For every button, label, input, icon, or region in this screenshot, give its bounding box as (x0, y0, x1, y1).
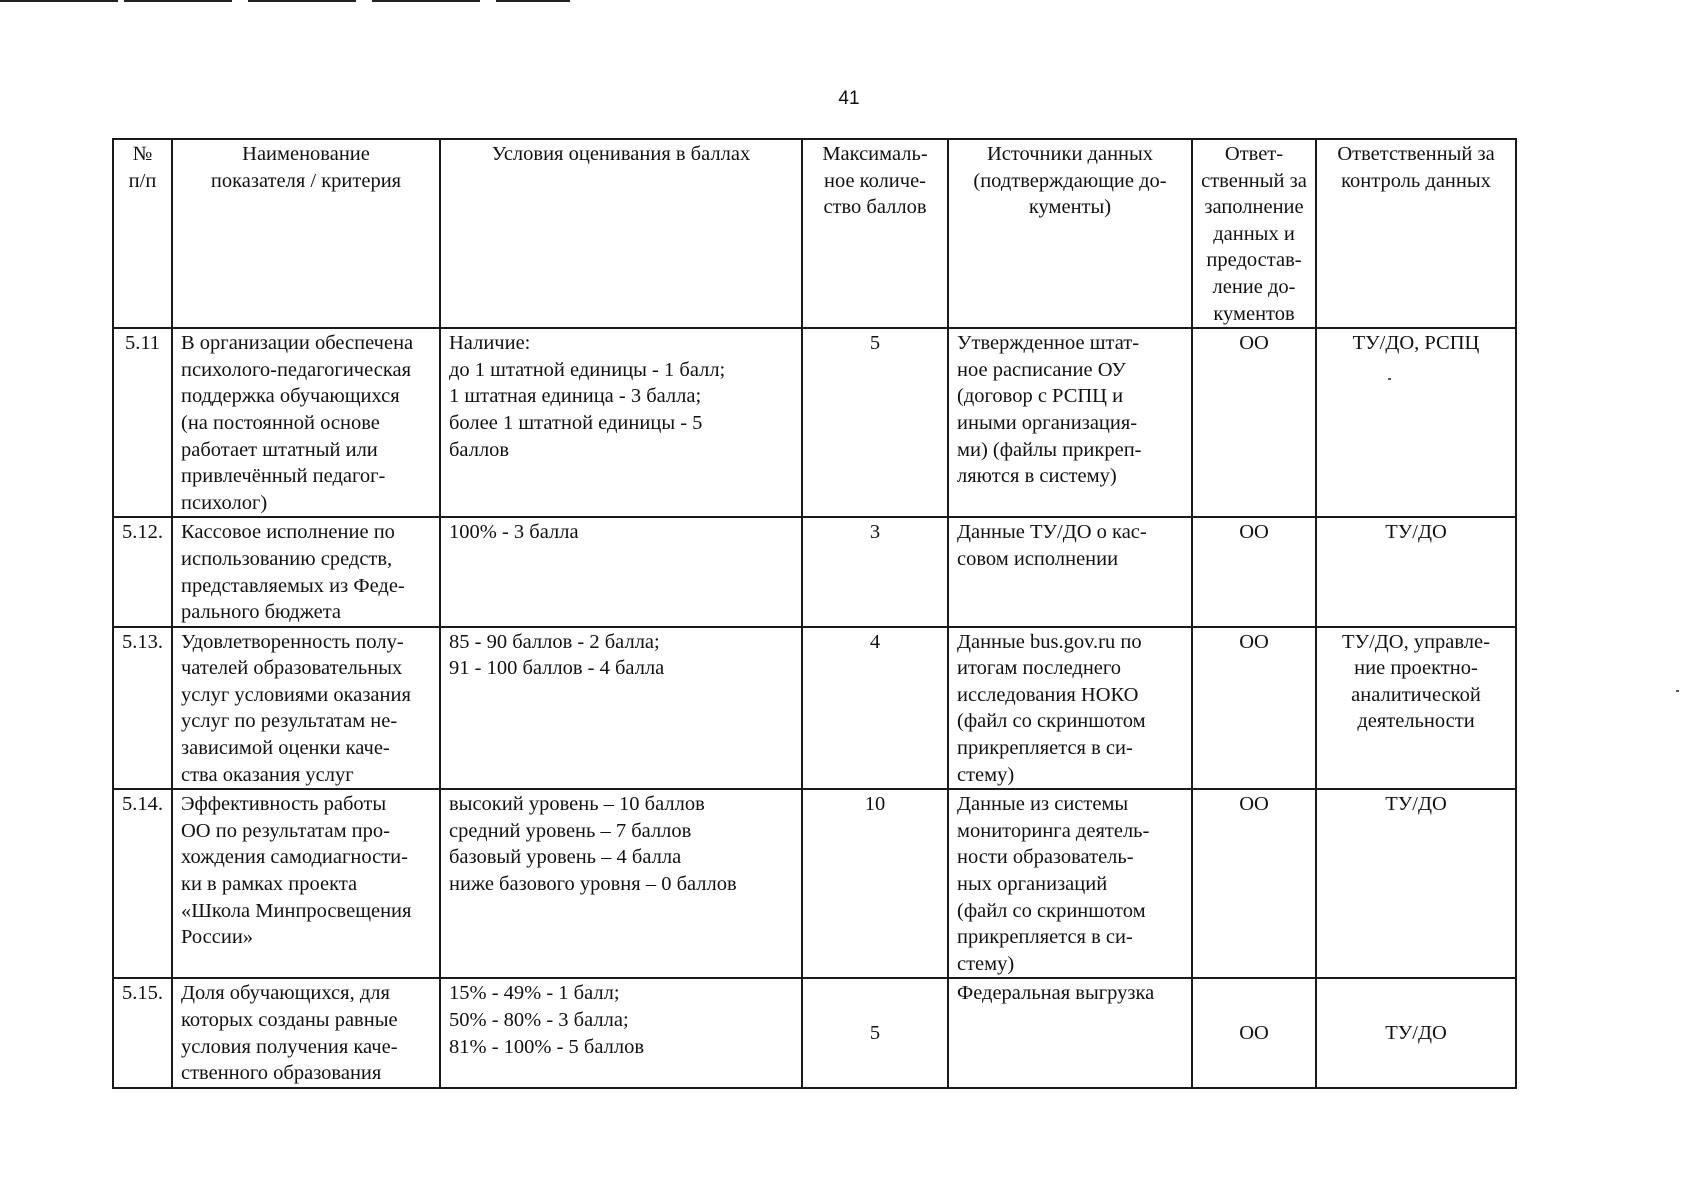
data-sources-cell (948, 789, 1192, 978)
criterion-name-cell (172, 627, 440, 790)
cell-text-line: представляемых из Феде- (181, 574, 405, 597)
cell-text: ОО (1239, 630, 1269, 653)
cell-text-line: совом исполнении (957, 547, 1119, 570)
cell-text-line: заполнение (1204, 196, 1304, 219)
cell-text-line: зависимой оценки каче- (181, 737, 390, 760)
cell-text-line: ниже базового уровня – 0 баллов (449, 873, 737, 896)
data-sources-cell (948, 627, 1192, 790)
cell-text-line: ОО по результатам про- (181, 819, 390, 842)
responsible-fill-cell (1192, 978, 1316, 1087)
cell-text-line: до 1 штатной единицы - 1 балл; (449, 358, 726, 381)
cell-text: 4 (869, 630, 881, 653)
row-number-cell (113, 328, 172, 517)
cell-text-line: прикрепляется в си- (957, 737, 1133, 760)
cell-text: 5.15. (122, 982, 163, 1005)
max-score-cell (802, 978, 948, 1087)
criteria-table-body (113, 139, 1516, 1088)
criterion-name-cell (172, 328, 440, 517)
table-row (113, 328, 1516, 517)
cell-text: ОО (1239, 1022, 1269, 1045)
cell-text-line: Наименование (242, 143, 370, 165)
cell-text-line: ТУ/ДО, управле- (1342, 630, 1490, 653)
criterion-name-cell (172, 978, 440, 1087)
cell-text-line: ми) (файлы прикреп- (957, 438, 1142, 461)
scoring-conditions-cell (440, 627, 802, 790)
cell-text-line: Кассовое исполнение по (181, 521, 395, 544)
cell-text-line: мониторинга деятель- (957, 819, 1150, 842)
top-scan-rule (0, 0, 118, 2)
cell-text-line: контроль данных (1341, 169, 1491, 192)
cell-text: 10 (864, 793, 886, 816)
responsible-control-cell (1316, 517, 1516, 626)
cell-text: ОО (1239, 521, 1269, 544)
cell-text-line: данных и (1213, 222, 1295, 245)
cell-text-line: рального бюджета (181, 601, 342, 624)
cell-text-line: работает штатный или (181, 438, 378, 461)
table-row (113, 789, 1516, 978)
cell-text-line: 50% - 80% - 3 балла; (449, 1009, 629, 1031)
responsible-fill-cell (1192, 627, 1316, 790)
responsible-control-cell (1316, 328, 1516, 517)
scan-speck (1676, 690, 1679, 692)
top-scan-rule (248, 0, 356, 2)
data-sources-cell (948, 517, 1192, 626)
scoring-conditions-cell (440, 517, 802, 626)
cell-text-line: поддержка обучающихся (181, 385, 400, 408)
cell-text-line: ства оказания услуг (181, 763, 354, 786)
cell-text-line: психолого-педагогическая (181, 358, 411, 381)
criteria-table (112, 138, 1517, 1089)
cell-text-line: 15% - 49% - 1 балл; (449, 982, 620, 1005)
cell-text-line: ТУ/ДО (1385, 793, 1447, 816)
cell-text-line: ство баллов (823, 196, 927, 219)
cell-text-line: условия получения каче- (181, 1035, 398, 1058)
cell-text-line: ное расписание ОУ (957, 358, 1126, 381)
cell-text-line: п/п (128, 169, 157, 192)
top-scan-rule (124, 0, 232, 2)
table-row (113, 978, 1516, 1087)
cell-text: 5.13. (122, 630, 163, 653)
cell-text-line: Наличие: (449, 332, 531, 355)
header-cell-conditions (440, 139, 802, 328)
cell-text-line: 1 штатная единица - 3 балла; (449, 385, 702, 408)
cell-text-line: аналитической (1351, 683, 1481, 706)
responsible-control-cell (1316, 789, 1516, 978)
cell-text-line: Максималь- (822, 143, 928, 165)
row-number-cell (113, 789, 172, 978)
cell-text-line: ление до- (1212, 275, 1296, 298)
table-row (113, 517, 1516, 626)
scoring-conditions-cell (440, 789, 802, 978)
cell-text-line: 85 - 90 баллов - 2 балла; (449, 630, 660, 653)
page-number: 41 (838, 88, 860, 109)
cell-text-line: ных организаций (957, 873, 1108, 896)
cell-text-line: Данные bus.gov.ru по (957, 630, 1142, 653)
cell-text: 5.12. (122, 521, 163, 544)
cell-text-line: высокий уровень – 10 баллов (449, 793, 705, 816)
cell-text-line: привлечённый педагог- (181, 465, 386, 488)
responsible-fill-cell (1192, 789, 1316, 978)
cell-text-line: ственный за (1201, 169, 1307, 192)
cell-text-line: (подтверждающие до- (973, 169, 1167, 192)
cell-text-line: 81% - 100% - 5 баллов (449, 1035, 645, 1058)
header-cell-max (802, 139, 948, 328)
scan-speck (1388, 378, 1391, 380)
cell-text-line: стему) (957, 763, 1015, 786)
cell-text: 5.14. (122, 793, 163, 816)
cell-text: ОО (1239, 793, 1269, 816)
responsible-fill-cell (1192, 328, 1316, 517)
data-sources-cell (948, 328, 1192, 517)
cell-text-line: иными организация- (957, 411, 1138, 434)
top-scan-rule (372, 0, 480, 2)
cell-text-line: Ответственный за (1337, 143, 1495, 165)
cell-text-line: прикрепляется в си- (957, 926, 1133, 949)
scoring-conditions-cell (440, 978, 802, 1087)
cell-text-line: (файл со скриншотом (957, 710, 1146, 733)
cell-text-line: ственного образования (181, 1062, 382, 1085)
cell-text-line: (на постоянной основе (181, 411, 380, 434)
header-cell-responsible-control (1316, 139, 1516, 328)
cell-text-line: кументы) (1028, 196, 1112, 219)
responsible-control-cell (1316, 978, 1516, 1087)
cell-text-line: Данные ТУ/ДО о кас- (957, 521, 1147, 544)
top-scan-rule (496, 0, 570, 2)
cell-text: 3 (869, 521, 881, 544)
header-cell-responsible-fill (1192, 139, 1316, 328)
cell-text-line: базовый уровень – 4 балла (449, 846, 682, 869)
cell-text-line: ние проектно- (1354, 657, 1478, 680)
cell-text-line: использованию средств, (181, 547, 393, 570)
cell-text-line: ное количе- (823, 169, 927, 192)
cell-text-line: 91 - 100 баллов - 4 балла (449, 657, 665, 680)
responsible-control-cell (1316, 627, 1516, 790)
cell-text-line: ляются в систему) (957, 465, 1117, 488)
cell-text-line: услуг по результатам не- (181, 710, 398, 733)
cell-text-line: более 1 штатной единицы - 5 (449, 411, 703, 434)
cell-text-line: услуг условиями оказания (181, 683, 411, 706)
cell-text: 5 (869, 1022, 881, 1045)
max-score-cell (802, 328, 948, 517)
cell-text-line: показателя / критерия (210, 169, 402, 192)
cell-text-line: Доля обучающихся, для (181, 982, 390, 1005)
cell-text: ОО (1239, 332, 1269, 355)
cell-text-line: Федеральная выгрузка (957, 982, 1155, 1005)
header-cell-num (113, 139, 172, 328)
cell-text-line: баллов (449, 438, 510, 461)
row-number-cell (113, 978, 172, 1087)
cell-text-line: ности образователь- (957, 846, 1134, 869)
cell-text-line: Ответ- (1224, 143, 1284, 165)
cell-text-line: Условия оценивания в баллах (491, 143, 751, 165)
cell-text-line: стему) (957, 952, 1015, 975)
cell-text-line: В организации обеспечена (181, 332, 414, 355)
max-score-cell (802, 517, 948, 626)
cell-text-line: ки в рамках проекта (181, 873, 358, 896)
cell-text: 5 (869, 332, 881, 355)
cell-text-line: «Школа Минпросвещения (181, 899, 412, 922)
cell-text-line: ТУ/ДО (1385, 1022, 1447, 1045)
max-score-cell (802, 627, 948, 790)
cell-text-line: итогам последнего (957, 657, 1122, 680)
cell-text-line: деятельности (1357, 710, 1475, 733)
cell-text-line: Источники данных (986, 143, 1154, 165)
max-score-cell (802, 789, 948, 978)
cell-text-line: чателей образовательных (181, 657, 403, 680)
row-number-cell (113, 517, 172, 626)
cell-text-line: психолог) (181, 491, 268, 514)
cell-text-line: Эффективность работы (181, 793, 387, 816)
cell-text-line: Данные из системы (957, 793, 1129, 816)
cell-text-line: средний уровень – 7 баллов (449, 819, 692, 842)
scoring-conditions-cell (440, 328, 802, 517)
header-cell-sources (948, 139, 1192, 328)
cell-text-line: предостав- (1206, 249, 1302, 272)
cell-text-line: кументов (1213, 302, 1295, 325)
cell-text: 5.11 (124, 332, 161, 355)
criterion-name-cell (172, 517, 440, 626)
header-cell-name (172, 139, 440, 328)
cell-text-line: 100% - 3 балла (449, 521, 579, 544)
cell-text-line: № (132, 143, 153, 165)
cell-text-line: исследования НОКО (957, 683, 1139, 706)
cell-text-line: которых созданы равные (181, 1009, 398, 1031)
cell-text-line: (договор с РСПЦ и (957, 385, 1124, 408)
row-number-cell (113, 627, 172, 790)
criterion-name-cell (172, 789, 440, 978)
table-header-row (113, 139, 1516, 328)
cell-text-line: ТУ/ДО (1385, 521, 1447, 544)
cell-text-line: Утвержденное штат- (957, 332, 1140, 355)
data-sources-cell (948, 978, 1192, 1087)
table-row (113, 627, 1516, 790)
cell-text-line: ТУ/ДО, РСПЦ (1352, 332, 1480, 355)
responsible-fill-cell (1192, 517, 1316, 626)
cell-text-line: Удовлетворенность полу- (181, 630, 404, 653)
cell-text-line: (файл со скриншотом (957, 899, 1146, 922)
cell-text-line: хождения самодиагности- (181, 846, 408, 869)
cell-text-line: России» (181, 926, 254, 949)
